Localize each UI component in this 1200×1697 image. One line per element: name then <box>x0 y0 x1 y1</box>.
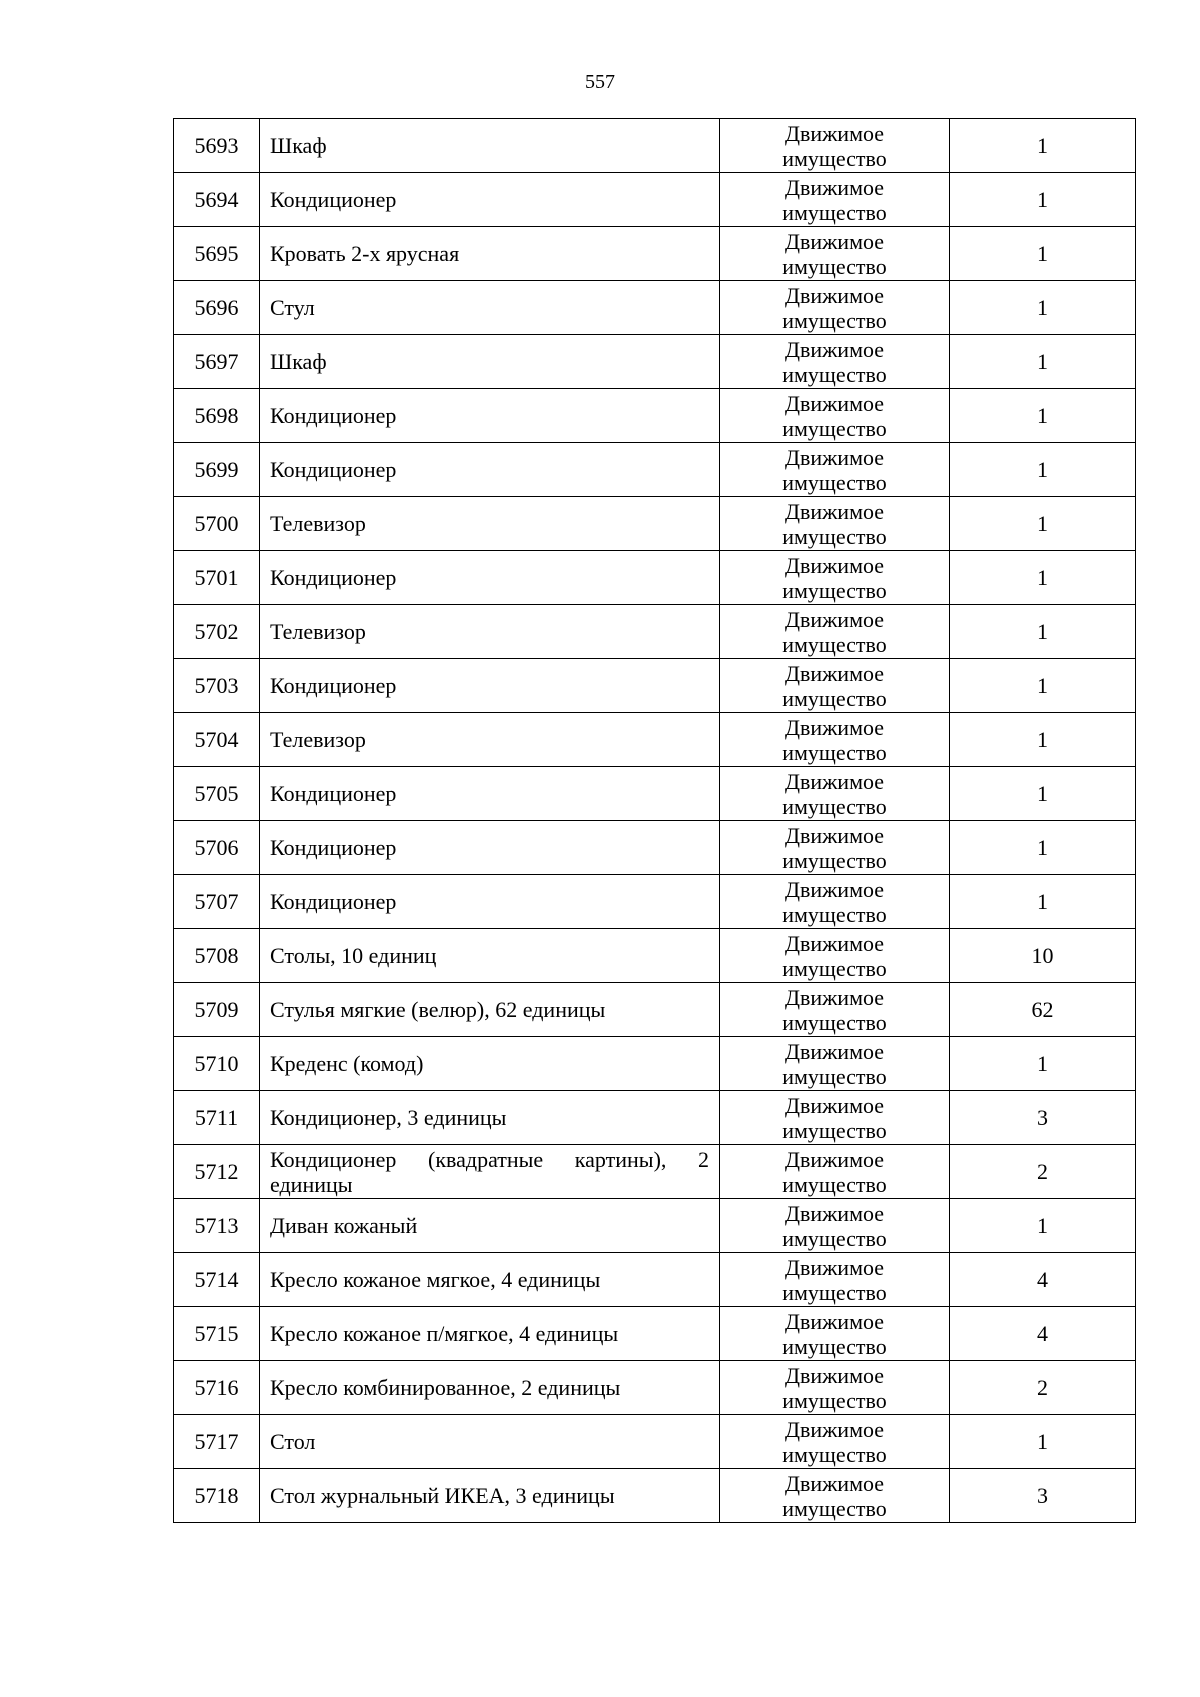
table-row <box>174 443 1136 497</box>
table-row <box>174 1037 1136 1091</box>
property-type-cell <box>720 713 950 767</box>
property-type-line-1: Движимое <box>784 660 885 686</box>
property-type-cell <box>720 1199 950 1253</box>
property-type-line-2: имущество <box>782 469 887 495</box>
property-type-cell <box>720 983 950 1037</box>
quantity-cell: 1 <box>950 443 1136 497</box>
property-type-line-1: Движимое <box>784 714 885 740</box>
item-name-cell: Стулья мягкие (велюр), 62 единицы <box>260 983 720 1037</box>
quantity-cell: 2 <box>950 1145 1136 1199</box>
property-type-line-2: имущество <box>782 1333 887 1359</box>
property-type-cell <box>720 551 950 605</box>
quantity-cell: 1 <box>950 605 1136 659</box>
table-row <box>174 1415 1136 1469</box>
quantity-cell: 1 <box>950 173 1136 227</box>
property-type-line-2: имущество <box>782 739 887 765</box>
page-number: 557 <box>585 71 615 93</box>
quantity-cell: 1 <box>950 767 1136 821</box>
property-table <box>173 118 1136 1523</box>
property-type-cell <box>720 929 950 983</box>
table-row <box>174 767 1136 821</box>
property-type-line-1: Движимое <box>784 498 885 524</box>
item-name-cell: Кресло кожаное п/мягкое, 4 единицы <box>260 1307 720 1361</box>
table-row <box>174 227 1136 281</box>
item-name-cell: Кондиционер <box>260 443 720 497</box>
table-row <box>174 1361 1136 1415</box>
quantity-cell: 1 <box>950 1037 1136 1091</box>
property-type-cell <box>720 1253 950 1307</box>
quantity-cell: 1 <box>950 551 1136 605</box>
row-number-cell: 5698 <box>174 389 260 443</box>
table-row <box>174 497 1136 551</box>
item-name-cell: Телевизор <box>260 713 720 767</box>
property-type-line-2: имущество <box>782 1117 887 1143</box>
row-number-cell: 5705 <box>174 767 260 821</box>
item-name-cell: Стол <box>260 1415 720 1469</box>
property-type-cell <box>720 227 950 281</box>
table-row <box>174 713 1136 767</box>
item-name-cell: Диван кожаный <box>260 1199 720 1253</box>
quantity-cell: 1 <box>950 821 1136 875</box>
property-type-cell <box>720 497 950 551</box>
property-type-line-1: Движимое <box>784 984 885 1010</box>
quantity-cell: 2 <box>950 1361 1136 1415</box>
property-type-line-1: Движимое <box>784 174 885 200</box>
property-type-cell <box>720 1145 950 1199</box>
table-row <box>174 551 1136 605</box>
table-row <box>174 389 1136 443</box>
property-type-line-2: имущество <box>782 1009 887 1035</box>
table-row <box>174 1253 1136 1307</box>
property-type-line-2: имущество <box>782 253 887 279</box>
property-type-line-1: Движимое <box>784 1200 885 1226</box>
property-type-cell <box>720 335 950 389</box>
row-number-cell: 5716 <box>174 1361 260 1415</box>
property-type-line-1: Движимое <box>784 1038 885 1064</box>
property-type-line-2: имущество <box>782 631 887 657</box>
property-type-line-2: имущество <box>782 1171 887 1197</box>
quantity-cell: 1 <box>950 1415 1136 1469</box>
property-type-line-2: имущество <box>782 307 887 333</box>
property-type-line-1: Движимое <box>784 1092 885 1118</box>
quantity-cell: 1 <box>950 497 1136 551</box>
item-name-cell: Телевизор <box>260 605 720 659</box>
property-type-line-1: Движимое <box>784 930 885 956</box>
property-type-cell <box>720 875 950 929</box>
quantity-cell: 1 <box>950 659 1136 713</box>
property-type-line-2: имущество <box>782 199 887 225</box>
table-row <box>174 173 1136 227</box>
row-number-cell: 5714 <box>174 1253 260 1307</box>
row-number-cell: 5709 <box>174 983 260 1037</box>
quantity-cell: 1 <box>950 281 1136 335</box>
quantity-cell: 1 <box>950 713 1136 767</box>
row-number-cell: 5702 <box>174 605 260 659</box>
row-number-cell: 5708 <box>174 929 260 983</box>
property-type-line-2: имущество <box>782 847 887 873</box>
row-number-cell: 5707 <box>174 875 260 929</box>
property-type-line-1: Движимое <box>784 606 885 632</box>
property-type-line-2: имущество <box>782 1441 887 1467</box>
property-type-cell <box>720 605 950 659</box>
quantity-cell: 1 <box>950 335 1136 389</box>
property-type-cell <box>720 173 950 227</box>
quantity-cell: 10 <box>950 929 1136 983</box>
table-row <box>174 875 1136 929</box>
quantity-cell: 3 <box>950 1091 1136 1145</box>
row-number-cell: 5697 <box>174 335 260 389</box>
row-number-cell: 5704 <box>174 713 260 767</box>
property-type-line-1: Движимое <box>784 390 885 416</box>
property-type-line-1: Движимое <box>784 120 885 146</box>
row-number-cell: 5693 <box>174 119 260 173</box>
item-name-cell: Кондиционер <box>260 173 720 227</box>
quantity-cell: 62 <box>950 983 1136 1037</box>
property-type-line-1: Движимое <box>784 552 885 578</box>
property-type-cell <box>720 443 950 497</box>
property-type-cell <box>720 389 950 443</box>
item-name-cell: Шкаф <box>260 119 720 173</box>
item-name-cell: Кондиционер (квадратные картины), 2 единицы <box>260 1145 720 1199</box>
table-row <box>174 1307 1136 1361</box>
property-type-line-2: имущество <box>782 901 887 927</box>
item-name-cell: Телевизор <box>260 497 720 551</box>
table-row <box>174 659 1136 713</box>
quantity-cell: 1 <box>950 119 1136 173</box>
quantity-cell: 4 <box>950 1253 1136 1307</box>
item-name-cell: Стул <box>260 281 720 335</box>
row-number-cell: 5717 <box>174 1415 260 1469</box>
row-number-cell: 5696 <box>174 281 260 335</box>
quantity-cell: 1 <box>950 875 1136 929</box>
property-type-line-2: имущество <box>782 1495 887 1521</box>
property-type-line-1: Движимое <box>784 768 885 794</box>
table-row <box>174 1199 1136 1253</box>
row-number-cell: 5710 <box>174 1037 260 1091</box>
item-name-cell: Креденс (комод) <box>260 1037 720 1091</box>
row-number-cell: 5694 <box>174 173 260 227</box>
row-number-cell: 5718 <box>174 1469 260 1523</box>
quantity-cell: 1 <box>950 227 1136 281</box>
row-number-cell: 5701 <box>174 551 260 605</box>
property-type-line-2: имущество <box>782 415 887 441</box>
property-type-line-2: имущество <box>782 1225 887 1251</box>
property-type-line-1: Движимое <box>784 1416 885 1442</box>
quantity-cell: 1 <box>950 1199 1136 1253</box>
table-row <box>174 1145 1136 1199</box>
item-name-cell: Кондиционер, 3 единицы <box>260 1091 720 1145</box>
property-type-line-1: Движимое <box>784 1254 885 1280</box>
property-type-cell <box>720 119 950 173</box>
item-name-cell: Кресло комбинированное, 2 единицы <box>260 1361 720 1415</box>
row-number-cell: 5711 <box>174 1091 260 1145</box>
property-type-line-2: имущество <box>782 793 887 819</box>
property-type-cell <box>720 281 950 335</box>
item-name-cell: Кондиционер <box>260 821 720 875</box>
property-type-line-2: имущество <box>782 1063 887 1089</box>
quantity-cell: 3 <box>950 1469 1136 1523</box>
item-name-cell: Столы, 10 единиц <box>260 929 720 983</box>
property-type-line-1: Движимое <box>784 336 885 362</box>
property-type-cell <box>720 1091 950 1145</box>
item-name-cell: Кондиционер <box>260 659 720 713</box>
item-name-cell: Кондиционер <box>260 875 720 929</box>
row-number-cell: 5706 <box>174 821 260 875</box>
property-type-line-2: имущество <box>782 577 887 603</box>
property-type-line-2: имущество <box>782 1387 887 1413</box>
property-type-line-1: Движимое <box>784 1146 885 1172</box>
table-row <box>174 983 1136 1037</box>
table-row <box>174 281 1136 335</box>
property-type-cell <box>720 767 950 821</box>
item-name-cell: Кресло кожаное мягкое, 4 единицы <box>260 1253 720 1307</box>
property-type-cell <box>720 821 950 875</box>
property-type-line-2: имущество <box>782 523 887 549</box>
row-number-cell: 5713 <box>174 1199 260 1253</box>
property-type-line-1: Движимое <box>784 1308 885 1334</box>
property-type-line-1: Движимое <box>784 822 885 848</box>
property-type-line-1: Движимое <box>784 228 885 254</box>
property-type-cell <box>720 1415 950 1469</box>
property-type-line-1: Движимое <box>784 1362 885 1388</box>
row-number-cell: 5703 <box>174 659 260 713</box>
property-type-cell <box>720 1307 950 1361</box>
quantity-cell: 4 <box>950 1307 1136 1361</box>
quantity-cell: 1 <box>950 389 1136 443</box>
item-name-cell: Стол журнальный ИКЕА, 3 единицы <box>260 1469 720 1523</box>
row-number-cell: 5715 <box>174 1307 260 1361</box>
property-type-line-1: Движимое <box>784 876 885 902</box>
row-number-cell: 5695 <box>174 227 260 281</box>
property-type-cell <box>720 659 950 713</box>
row-number-cell: 5699 <box>174 443 260 497</box>
item-name-cell: Кондиционер <box>260 767 720 821</box>
item-name-cell: Шкаф <box>260 335 720 389</box>
property-type-line-1: Движимое <box>784 444 885 470</box>
table-row <box>174 821 1136 875</box>
property-type-line-2: имущество <box>782 955 887 981</box>
property-type-cell <box>720 1469 950 1523</box>
item-name-cell: Кондиционер <box>260 389 720 443</box>
property-type-line-2: имущество <box>782 685 887 711</box>
table-row <box>174 119 1136 173</box>
table-row <box>174 1469 1136 1523</box>
property-type-line-2: имущество <box>782 145 887 171</box>
table-row <box>174 605 1136 659</box>
property-type-line-1: Движимое <box>784 282 885 308</box>
property-type-line-1: Движимое <box>784 1470 885 1496</box>
table-row <box>174 929 1136 983</box>
table-row <box>174 1091 1136 1145</box>
property-type-cell <box>720 1037 950 1091</box>
table-row <box>174 335 1136 389</box>
property-type-line-2: имущество <box>782 361 887 387</box>
row-number-cell: 5700 <box>174 497 260 551</box>
property-type-cell <box>720 1361 950 1415</box>
item-name-cell: Кровать 2-х ярусная <box>260 227 720 281</box>
item-name-cell: Кондиционер <box>260 551 720 605</box>
property-table-body <box>174 119 1136 1523</box>
row-number-cell: 5712 <box>174 1145 260 1199</box>
property-type-line-2: имущество <box>782 1279 887 1305</box>
